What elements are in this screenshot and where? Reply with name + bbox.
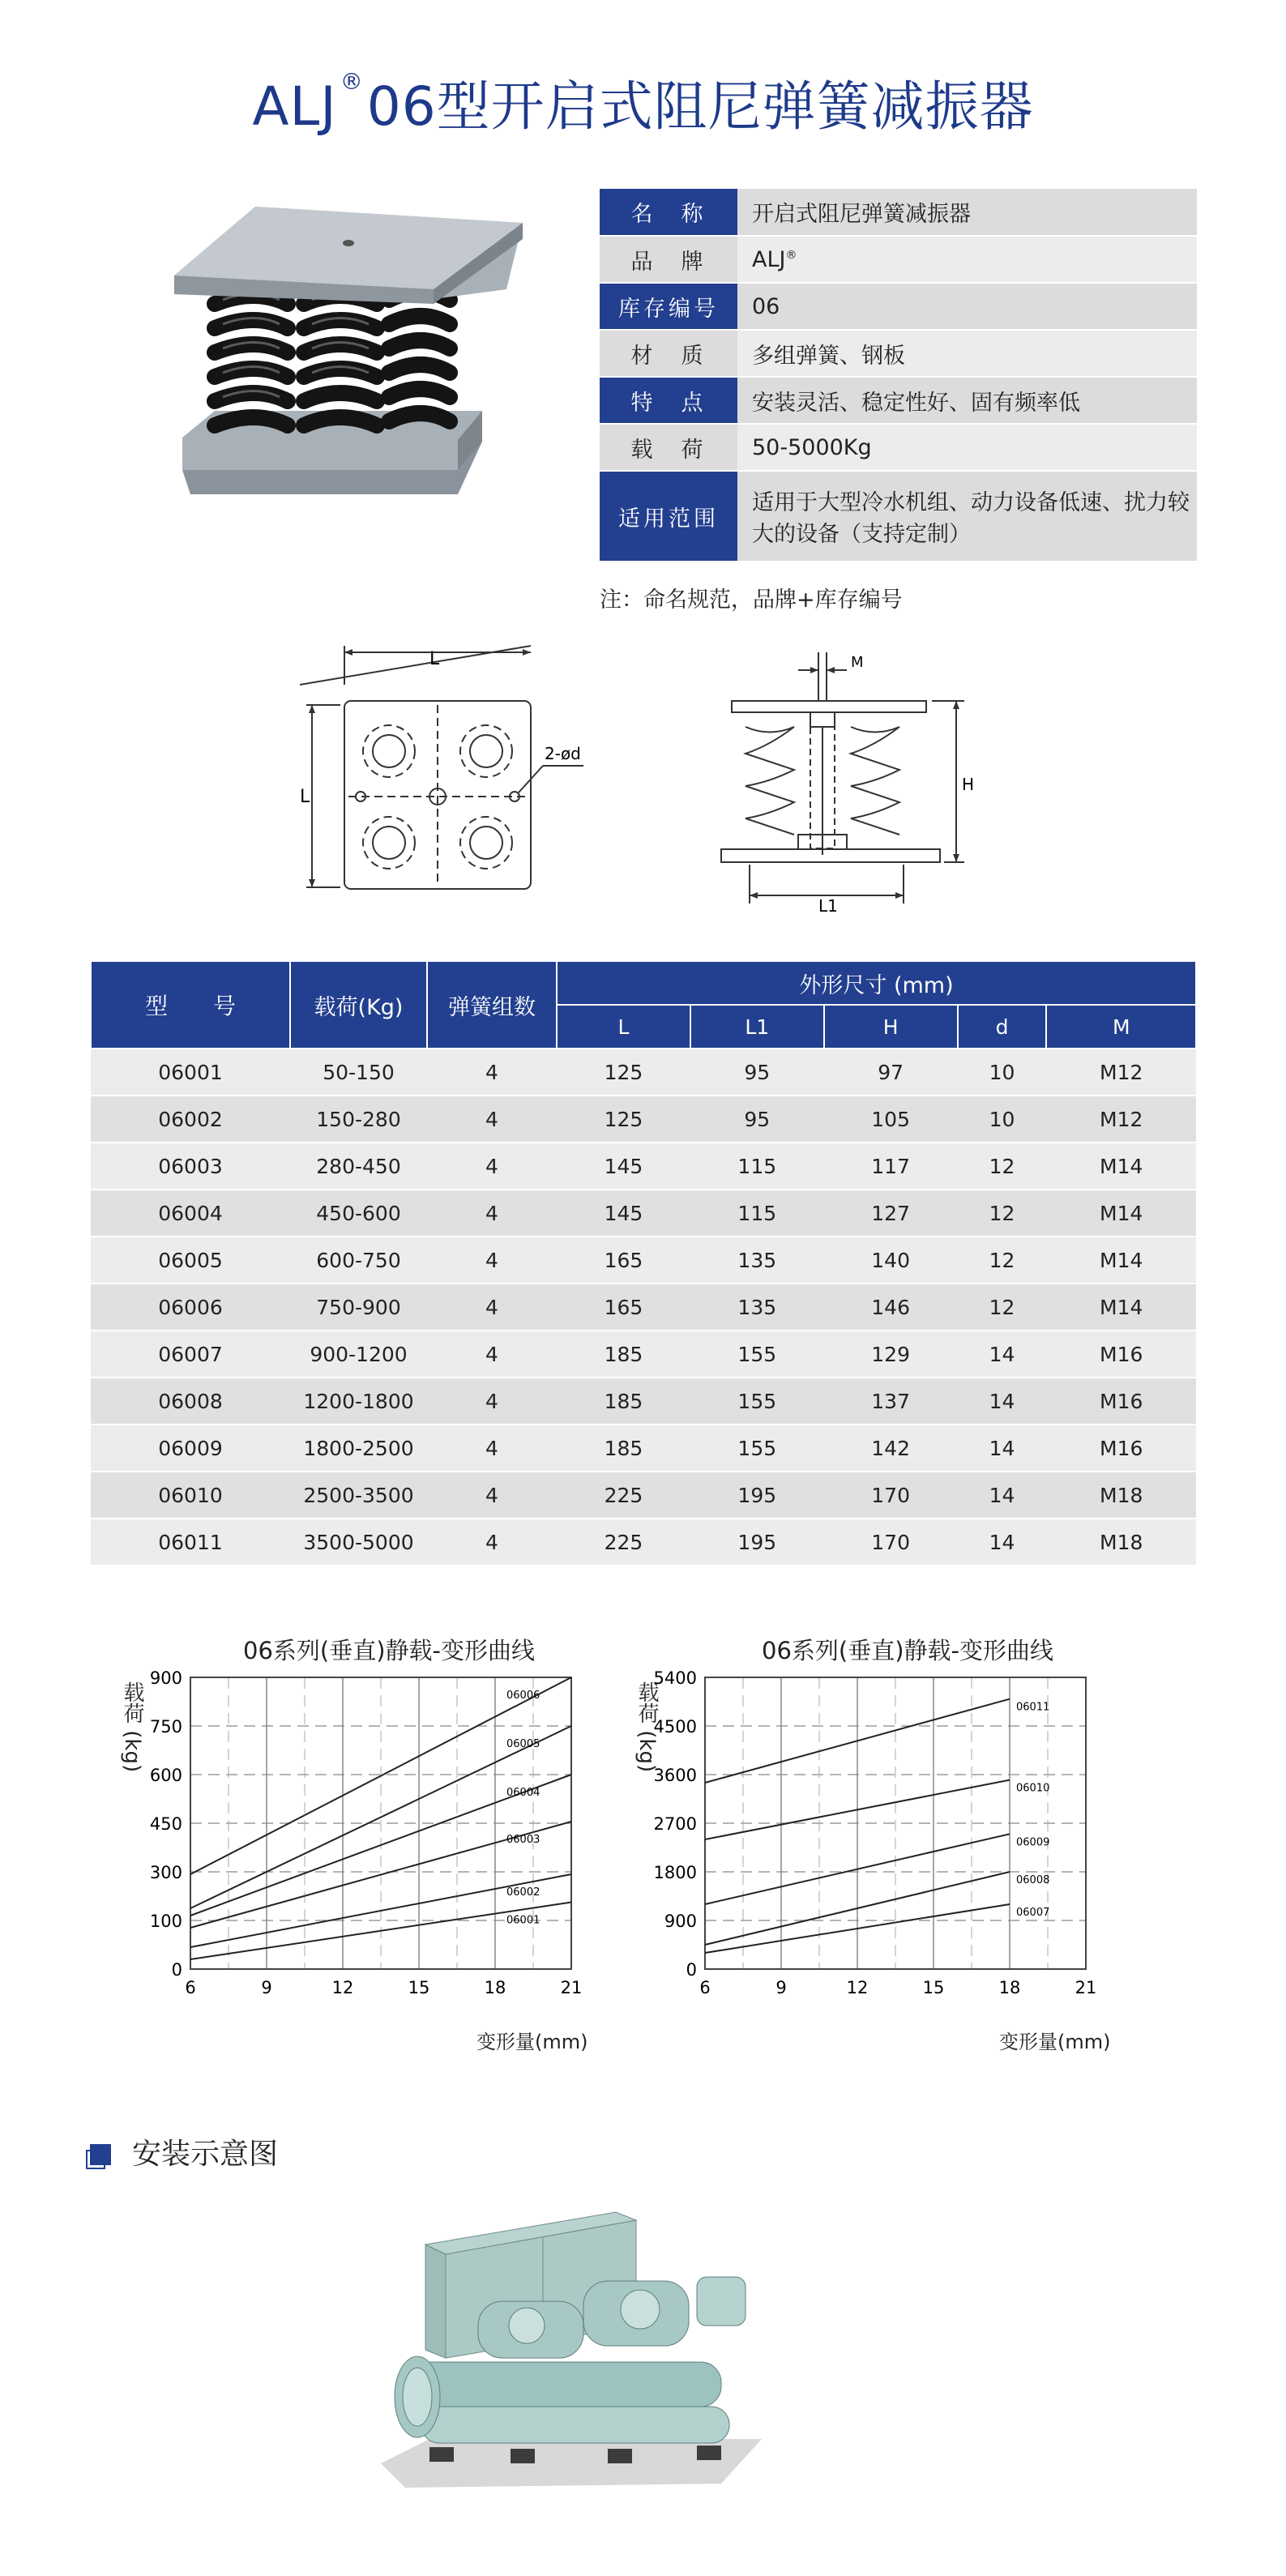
spec-value-text: 多组弹簧、钢板 [752, 343, 905, 369]
th-model: 型 号 [91, 961, 290, 1049]
table-cell: 137 [824, 1378, 958, 1425]
table-cell: M14 [1046, 1143, 1196, 1190]
table-cell: M12 [1046, 1049, 1196, 1096]
table-cell: 4 [427, 1425, 557, 1472]
table-cell: 14 [958, 1519, 1047, 1566]
install-heading [90, 2131, 278, 2172]
table-cell: 125 [557, 1096, 690, 1143]
series-label: 06002 [506, 1886, 540, 1899]
spec-row [600, 471, 1197, 562]
table-cell: 125 [557, 1049, 690, 1096]
y-tick-label: 2700 [653, 1814, 697, 1834]
table-cell: 145 [557, 1190, 690, 1237]
table-cell: 4 [427, 1190, 557, 1237]
table-row [91, 1472, 1196, 1519]
table-cell: 127 [824, 1190, 958, 1237]
table-cell: 4 [427, 1519, 557, 1566]
dim-L1: L1 [818, 896, 838, 916]
table-cell: 4 [427, 1284, 557, 1331]
table-cell: 115 [690, 1143, 824, 1190]
th-groups: 弹簧组数 [427, 961, 557, 1049]
table-cell: 12 [958, 1284, 1047, 1331]
spec-value-text: 06 [752, 293, 780, 319]
table-cell: 750-900 [290, 1284, 427, 1331]
table-cell: 140 [824, 1237, 958, 1284]
table-cell: 06008 [91, 1378, 290, 1425]
y-tick-label: 450 [149, 1814, 182, 1834]
table-cell: M16 [1046, 1331, 1196, 1378]
spec-key: 品 牌 [600, 236, 737, 283]
dim-hole: 2-ød [545, 744, 581, 763]
table-cell: 97 [824, 1049, 958, 1096]
table-cell: 4 [427, 1237, 557, 1284]
table-row [91, 1284, 1196, 1331]
spec-value [737, 377, 1197, 424]
table-cell: 145 [557, 1143, 690, 1190]
dim-M: M [851, 654, 864, 671]
series-label: 06001 [506, 1914, 540, 1927]
th-dim-m: M [1046, 1005, 1196, 1049]
table-row [91, 1425, 1196, 1472]
table-cell: 06011 [91, 1519, 290, 1566]
series-label: 06004 [506, 1787, 540, 1799]
install-illustration [381, 2204, 786, 2496]
dim-L-side: L [300, 787, 310, 807]
table-cell: 146 [824, 1284, 958, 1331]
y-tick-label: 0 [686, 1960, 697, 1980]
table-cell: M18 [1046, 1519, 1196, 1566]
series-label: 06010 [1016, 1782, 1050, 1795]
table-cell: 14 [958, 1378, 1047, 1425]
spec-value-text: 开启式阻尼弹簧减振器 [752, 202, 971, 227]
table-cell: 115 [690, 1190, 824, 1237]
spec-value [737, 283, 1197, 330]
th-dim-l: L [557, 1005, 690, 1049]
y-tick-label: 3600 [653, 1766, 697, 1785]
spec-value [737, 236, 1197, 283]
table-row [91, 1143, 1196, 1190]
spec-value-text: 50-5000Kg [752, 434, 872, 460]
x-tick-label: 9 [775, 1978, 787, 1997]
table-row [91, 1378, 1196, 1425]
table-cell: 155 [690, 1425, 824, 1472]
table-cell: 06006 [91, 1284, 290, 1331]
th-dim-h: H [824, 1005, 958, 1049]
table-cell: 165 [557, 1284, 690, 1331]
spring-coils [215, 292, 450, 425]
chart1-xlabel: 变形量(mm) [476, 2031, 588, 2053]
table-cell: 195 [690, 1519, 824, 1566]
spec-key: 材 质 [600, 330, 737, 377]
table-cell: M14 [1046, 1284, 1196, 1331]
table-cell: 225 [557, 1519, 690, 1566]
dim-L: L [429, 649, 440, 669]
table-cell: 129 [824, 1331, 958, 1378]
table-row [91, 1331, 1196, 1378]
y-tick-label: 0 [171, 1960, 182, 1980]
table-cell: 135 [690, 1284, 824, 1331]
table-cell: 06009 [91, 1425, 290, 1472]
table-cell: 135 [690, 1237, 824, 1284]
model-table [90, 960, 1197, 1566]
table-cell: 10 [958, 1096, 1047, 1143]
table-cell: 12 [958, 1143, 1047, 1190]
table-row [91, 1049, 1196, 1096]
series-label: 06011 [1016, 1701, 1050, 1714]
y-tick-label: 750 [149, 1717, 182, 1737]
table-cell: 185 [557, 1331, 690, 1378]
table-cell: 06002 [91, 1096, 290, 1143]
table-cell: 3500-5000 [290, 1519, 427, 1566]
chart2-xlabel: 变形量(mm) [999, 2031, 1111, 2053]
chart1-title: 06系列(垂直)静载-变形曲线 [243, 1637, 535, 1664]
x-tick-label: 6 [185, 1978, 196, 1997]
table-cell: M14 [1046, 1237, 1196, 1284]
table-cell: M12 [1046, 1096, 1196, 1143]
dim-H: H [962, 775, 975, 794]
x-tick-label: 18 [484, 1978, 506, 1997]
x-tick-label: 15 [922, 1978, 945, 1997]
spec-row [600, 189, 1197, 236]
x-tick-label: 15 [408, 1978, 430, 1997]
spec-key: 适用范围 [600, 471, 737, 562]
table-row [91, 1190, 1196, 1237]
y-tick-label: 900 [664, 1912, 697, 1931]
series-label: 06009 [1016, 1836, 1050, 1849]
table-cell: M18 [1046, 1472, 1196, 1519]
table-cell: 150-280 [290, 1096, 427, 1143]
th-dims: 外形尺寸 (mm) [557, 961, 1196, 1005]
y-tick-label: 300 [149, 1863, 182, 1882]
table-cell: 142 [824, 1425, 958, 1472]
install-heading-text: 安装示意图 [132, 2138, 279, 2171]
table-cell: M16 [1046, 1378, 1196, 1425]
chart2-ylabel: 载荷 (kg) [634, 1681, 659, 1773]
spec-row [600, 236, 1197, 283]
series-label: 06006 [506, 1690, 540, 1702]
series-label: 06008 [1016, 1874, 1050, 1886]
table-cell: 95 [690, 1049, 824, 1096]
title-brand: ALJ [252, 75, 337, 138]
table-cell: 06001 [91, 1049, 290, 1096]
table-cell: 900-1200 [290, 1331, 427, 1378]
table-cell: 225 [557, 1472, 690, 1519]
table-cell: 4 [427, 1378, 557, 1425]
x-tick-label: 21 [1075, 1978, 1097, 1997]
table-cell: 1800-2500 [290, 1425, 427, 1472]
series-label: 06005 [506, 1738, 540, 1750]
spec-value-sup: ® [785, 248, 797, 262]
spec-value-text: 适用于大型冷水机组、动力设备低速、扰力较大的设备（支持定制） [752, 490, 1190, 547]
table-cell: 06003 [91, 1143, 290, 1190]
table-cell: 12 [958, 1190, 1047, 1237]
table-cell: 600-750 [290, 1237, 427, 1284]
table-cell: 14 [958, 1331, 1047, 1378]
th-dim-d: d [958, 1005, 1047, 1049]
table-cell: 185 [557, 1378, 690, 1425]
table-row [91, 1519, 1196, 1566]
table-cell: 185 [557, 1425, 690, 1472]
spec-value [737, 471, 1197, 562]
table-cell: 165 [557, 1237, 690, 1284]
chart2 [648, 1669, 1110, 2018]
table-cell: 4 [427, 1096, 557, 1143]
spec-key: 名 称 [600, 189, 737, 236]
table-cell: 155 [690, 1331, 824, 1378]
spec-key: 特 点 [600, 377, 737, 424]
spec-row [600, 330, 1197, 377]
table-cell: 14 [958, 1425, 1047, 1472]
table-cell: 06004 [91, 1190, 290, 1237]
table-cell: 10 [958, 1049, 1047, 1096]
table-cell: 280-450 [290, 1143, 427, 1190]
y-tick-label: 900 [149, 1669, 182, 1688]
spec-row [600, 377, 1197, 424]
table-cell: 4 [427, 1143, 557, 1190]
table-cell: 06007 [91, 1331, 290, 1378]
table-cell: 117 [824, 1143, 958, 1190]
x-tick-label: 12 [846, 1978, 869, 1997]
spec-value [737, 424, 1197, 471]
table-row [91, 1096, 1196, 1143]
series-label: 06003 [506, 1834, 540, 1846]
spec-key: 库存编号 [600, 283, 737, 330]
y-tick-label: 4500 [653, 1717, 697, 1737]
th-load: 载荷(Kg) [290, 961, 427, 1049]
square-bullet-icon [90, 2144, 111, 2165]
spec-value [737, 189, 1197, 236]
table-cell: M14 [1046, 1190, 1196, 1237]
y-tick-label: 5400 [653, 1669, 697, 1688]
table-cell: 06005 [91, 1237, 290, 1284]
table-cell: 06010 [91, 1472, 290, 1519]
table-row [91, 1237, 1196, 1284]
y-tick-label: 1800 [653, 1863, 697, 1882]
chart1-ylabel: 载荷 (kg) [120, 1681, 144, 1773]
x-tick-label: 6 [699, 1978, 711, 1997]
x-tick-label: 9 [261, 1978, 272, 1997]
y-tick-label: 100 [149, 1912, 182, 1931]
spec-value-text: ALJ [752, 246, 786, 272]
table-cell: 2500-3500 [290, 1472, 427, 1519]
spec-row [600, 424, 1197, 471]
title-text: 06型开启式阻尼弹簧减振器 [366, 75, 1034, 138]
x-tick-label: 12 [331, 1978, 354, 1997]
spec-value [737, 330, 1197, 377]
table-cell: 450-600 [290, 1190, 427, 1237]
table-cell: 105 [824, 1096, 958, 1143]
table-cell: 170 [824, 1472, 958, 1519]
series-label: 06007 [1016, 1907, 1050, 1919]
chart2-title: 06系列(垂直)静载-变形曲线 [762, 1637, 1053, 1664]
top-view-drawing [300, 644, 592, 912]
table-cell: 1200-1800 [290, 1378, 427, 1425]
spec-table [600, 189, 1197, 562]
table-cell: 50-150 [290, 1049, 427, 1096]
table-cell: 4 [427, 1331, 557, 1378]
spec-key: 载 荷 [600, 424, 737, 471]
spec-value-text: 安装灵活、稳定性好、固有频率低 [752, 390, 1080, 416]
table-cell: 14 [958, 1472, 1047, 1519]
table-cell: 155 [690, 1378, 824, 1425]
table-cell: 170 [824, 1519, 958, 1566]
spec-row [600, 283, 1197, 330]
table-cell: 195 [690, 1472, 824, 1519]
table-cell: 95 [690, 1096, 824, 1143]
th-dim-l1: L1 [690, 1005, 824, 1049]
side-view-drawing [717, 652, 993, 920]
product-image [166, 199, 531, 498]
table-cell: M16 [1046, 1425, 1196, 1472]
table-cell: 4 [427, 1472, 557, 1519]
x-tick-label: 21 [560, 1978, 583, 1997]
x-tick-label: 18 [998, 1978, 1021, 1997]
table-cell: 12 [958, 1237, 1047, 1284]
y-tick-label: 600 [149, 1766, 182, 1785]
chart1 [134, 1669, 596, 2018]
title-reg-mark: ® [340, 68, 364, 95]
naming-note: 注：命名规范，品牌+库存编号 [600, 587, 903, 613]
page-title [0, 63, 1286, 140]
table-cell: 4 [427, 1049, 557, 1096]
